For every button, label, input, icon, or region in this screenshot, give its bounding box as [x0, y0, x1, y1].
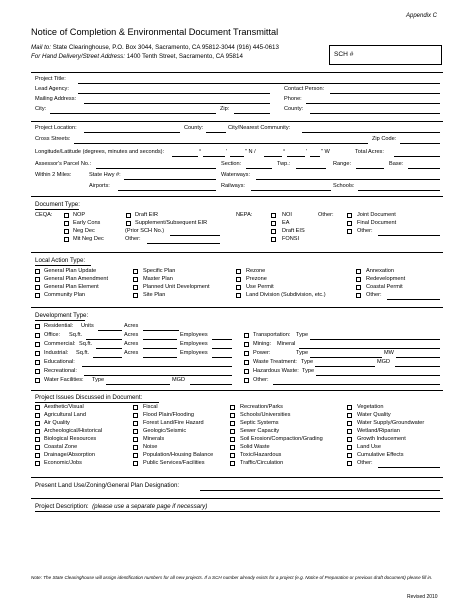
prezone-label: Prezone [246, 276, 267, 282]
solid-waste-checkbox[interactable] [230, 445, 235, 450]
residential-acres-field[interactable] [143, 330, 179, 331]
lat-min-field[interactable] [203, 156, 225, 157]
airports-field[interactable] [118, 190, 216, 191]
power-type-field[interactable] [310, 357, 382, 358]
residential-units-label: Units [81, 323, 94, 329]
mining-checkbox[interactable] [244, 342, 249, 347]
educational-field[interactable] [82, 366, 232, 367]
traffic-checkbox[interactable] [230, 461, 235, 466]
local-other-field[interactable] [387, 299, 440, 300]
mit-neg-dec-checkbox[interactable] [64, 237, 69, 242]
general-plan-update-checkbox[interactable] [35, 269, 40, 274]
waste-mgd-field[interactable] [395, 366, 440, 367]
section-divider [31, 252, 443, 253]
city-field[interactable] [50, 113, 216, 114]
water-supply-label: Water Supply/Groundwater [357, 420, 425, 426]
doc-other-checkbox[interactable] [347, 229, 352, 234]
project-title-field[interactable] [78, 83, 440, 84]
recreational-field[interactable] [84, 375, 232, 376]
supplement-eir-label: Supplement/Subsequent EIR [135, 220, 208, 226]
land-division-label: Land Division (Subdivision, etc.) [246, 292, 326, 298]
general-plan-amendment-checkbox[interactable] [35, 277, 40, 282]
industrial-sqft-label: Sq.ft. [76, 350, 90, 356]
early-cons-checkbox[interactable] [64, 221, 69, 226]
form-title: Notice of Completion & Environmental Document Transmittal [31, 27, 279, 37]
rezone-checkbox[interactable] [236, 269, 241, 274]
toxic-label: Toxic/Hazardous [240, 452, 282, 458]
neg-dec-label: Neg Dec [73, 228, 95, 234]
present-land-use-label: Present Land Use/Zoning/General Plan Designation: [35, 482, 180, 489]
ceqa-other-field[interactable] [147, 243, 220, 244]
local-other-label: Other: [366, 292, 382, 298]
industrial-employees-field[interactable] [212, 357, 232, 358]
phone-label: Phone: [284, 96, 302, 102]
total-acres-field[interactable] [394, 156, 440, 157]
general-plan-element-checkbox[interactable] [35, 285, 40, 290]
office-employees-label: Employees [180, 332, 208, 338]
hazardous-type-label: Type [302, 368, 315, 374]
public-services-label: Public Services/Facilities [143, 460, 205, 466]
final-document-label: Final Document [357, 220, 397, 226]
population-label: Population/Housing Balance [143, 452, 214, 458]
biological-label: Biological Resources [44, 436, 97, 442]
waste-type-field[interactable] [315, 366, 375, 367]
section-divider [31, 121, 443, 122]
lat-deg-symbol: ° [199, 149, 202, 155]
general-plan-element-label: General Plan Element [44, 284, 99, 290]
soil-erosion-checkbox[interactable] [230, 437, 235, 442]
ea-checkbox[interactable] [271, 221, 276, 226]
redevelopment-label: Redevelopment [366, 276, 406, 282]
footnote: Note: The State Clearinghouse will assign identification numbers for all new projects. If a SCH number already exists for a project (e.g. Notice of Preparation or previous draft document) please fill in. [31, 575, 433, 580]
population-checkbox[interactable] [133, 453, 138, 458]
geologic-checkbox[interactable] [133, 429, 138, 434]
sewer-label: Sewer Capacity [240, 428, 280, 434]
industrial-label: Industrial: [44, 350, 69, 356]
specific-plan-label: Specific Plan [143, 268, 176, 274]
waste-treatment-checkbox[interactable] [244, 360, 249, 365]
power-checkbox[interactable] [244, 351, 249, 356]
industrial-sqft-field[interactable] [93, 357, 122, 358]
transportation-label: Transportation: [253, 332, 291, 338]
growth-inducement-label: Growth Inducement [357, 436, 406, 442]
pud-checkbox[interactable] [133, 285, 138, 290]
section-divider [31, 307, 443, 308]
mit-neg-dec-label: Mit Neg Dec [73, 236, 104, 242]
office-acres-field[interactable] [143, 339, 177, 340]
geologic-label: Geologic/Seismic [143, 428, 187, 434]
archeological-label: Archeological/Historical [44, 428, 103, 434]
waterways-field[interactable] [256, 179, 440, 180]
development-type-heading: Development Type: [35, 312, 89, 319]
twp-label: Twp.: [277, 161, 291, 167]
flood-plain-checkbox[interactable] [133, 413, 138, 418]
prior-sch-field[interactable] [170, 235, 220, 236]
residential-acres-label: Acres [124, 323, 139, 329]
office-sqft-label: Sq.ft. [69, 332, 83, 338]
heading-underline [35, 265, 91, 266]
heading-underline [35, 209, 79, 210]
doc-other-field[interactable] [378, 235, 440, 236]
residential-units-field[interactable] [98, 330, 122, 331]
appendix-label: Appendix C [406, 13, 438, 19]
zip-label: Zip: [220, 106, 230, 112]
project-title-label: Project Title: [35, 76, 66, 82]
prior-sch-label: (Prior SCH No.) [125, 228, 165, 234]
long-sec-symbol: ″ W [321, 149, 330, 155]
power-type-label: Type [296, 350, 309, 356]
project-issues-heading: Project Issues Discussed in Document: [35, 394, 143, 401]
hazardous-waste-checkbox[interactable] [244, 369, 249, 374]
water-mgd-label: MGD [172, 377, 186, 383]
zip-code-label: Zip Code: [372, 136, 397, 142]
office-sqft-field[interactable] [86, 339, 122, 340]
present-land-use-field[interactable] [200, 490, 440, 491]
joint-document-checkbox[interactable] [347, 213, 352, 218]
office-acres-label: Acres [124, 332, 139, 338]
range-field[interactable] [356, 168, 384, 169]
cross-streets-label: Cross Streets: [35, 136, 71, 142]
transportation-type-label: Type [296, 332, 309, 338]
fonsi-label: FONSI [282, 236, 300, 242]
project-description-title: Project Description: [35, 503, 89, 510]
early-cons-label: Early Cons [73, 220, 101, 226]
residential-checkbox[interactable] [35, 324, 40, 329]
mailing-address-field[interactable] [84, 103, 270, 104]
hazardous-type-field[interactable] [316, 375, 440, 376]
project-description-label [35, 503, 207, 511]
biological-checkbox[interactable] [35, 437, 40, 442]
wetland-checkbox[interactable] [347, 429, 352, 434]
waste-type-label: Type [301, 359, 314, 365]
soil-erosion-label: Soil Erosion/Compaction/Grading [240, 436, 323, 442]
mineral-label: Mineral [277, 341, 296, 347]
section-divider [31, 477, 443, 478]
doc-other-label: Other: [357, 228, 373, 234]
land-use-checkbox[interactable] [347, 445, 352, 450]
mailing-address-label: Mailing Address: [35, 96, 77, 102]
water-facilities-label: Water Facilities: [44, 377, 84, 383]
master-plan-checkbox[interactable] [133, 277, 138, 282]
ceqa-label: CEQA: [35, 212, 53, 218]
city-label: City: [35, 106, 47, 112]
local-other-checkbox[interactable] [356, 293, 361, 298]
aesthetic-label: Aesthetic/Visual [44, 404, 84, 410]
air-quality-checkbox[interactable] [35, 421, 40, 426]
drainage-label: Drainage/Absorption [44, 452, 95, 458]
septic-label: Septic Systems [240, 420, 279, 426]
water-quality-label: Water Quality [357, 412, 391, 418]
recreation-checkbox[interactable] [230, 405, 235, 410]
toxic-checkbox[interactable] [230, 453, 235, 458]
latlong-label: Longitude/Latitude (degrees, minutes and seconds): [35, 149, 165, 155]
development-other-field[interactable] [273, 384, 440, 385]
drainage-checkbox[interactable] [35, 453, 40, 458]
residential-label: Residential: [44, 323, 74, 329]
location-county-field-2[interactable] [206, 132, 226, 133]
transportation-checkbox[interactable] [244, 333, 249, 338]
mail-to-label: Mail to: [31, 44, 51, 51]
industrial-acres-label: Acres [124, 350, 139, 356]
issues-other-label: Other: [357, 460, 373, 466]
schools-label: Schools: [333, 183, 355, 189]
mining-label: Mining: [253, 341, 272, 347]
city-nearest-field[interactable] [302, 132, 440, 133]
schools-field[interactable] [358, 190, 440, 191]
lat-sec-symbol: ″ N / [245, 149, 256, 155]
pud-label: Planned Unit Development [143, 284, 210, 290]
mail-to-address: State Clearinghouse, P.O. Box 3044, Sacramento, CA 95812-3044 (916) 445-0613 [52, 44, 279, 51]
annexation-checkbox[interactable] [356, 269, 361, 274]
state-hwy-field[interactable] [124, 179, 216, 180]
nepa-label: NEPA: [236, 212, 253, 218]
contact-person-label: Contact Person: [284, 86, 325, 92]
lead-agency-field[interactable] [78, 93, 270, 94]
agricultural-label: Agricultural Land [44, 412, 86, 418]
archeological-checkbox[interactable] [35, 429, 40, 434]
land-division-checkbox[interactable] [236, 293, 241, 298]
community-plan-checkbox[interactable] [35, 293, 40, 298]
other-doc-label: Other: [318, 212, 334, 218]
section-field[interactable] [246, 168, 272, 169]
draft-eis-checkbox[interactable] [271, 229, 276, 234]
land-use-label: Land Use [357, 444, 381, 450]
public-services-checkbox[interactable] [133, 461, 138, 466]
lat-min-symbol: ′ [226, 149, 228, 155]
section-divider [31, 498, 443, 499]
project-description-note: (please use a separate page if necessary) [92, 503, 208, 510]
redevelopment-checkbox[interactable] [356, 277, 361, 282]
draft-eir-checkbox[interactable] [126, 213, 131, 218]
economic-checkbox[interactable] [35, 461, 40, 466]
use-permit-checkbox[interactable] [236, 285, 241, 290]
fiscal-checkbox[interactable] [133, 405, 138, 410]
section-divider [31, 196, 443, 197]
lat-sec-field[interactable] [230, 156, 244, 157]
development-other-checkbox[interactable] [244, 378, 249, 383]
long-min-field[interactable] [287, 156, 305, 157]
apn-label: Assessor's Parcel No.: [35, 161, 92, 167]
state-hwy-label: State Hwy #: [89, 172, 121, 178]
joint-document-label: Joint Document [357, 212, 396, 218]
industrial-checkbox[interactable] [35, 351, 40, 356]
draft-eis-label: Draft EIS [282, 228, 305, 234]
agricultural-checkbox[interactable] [35, 413, 40, 418]
master-plan-label: Master Plan [143, 276, 173, 282]
coastal-permit-label: Coastal Permit [366, 284, 403, 290]
nop-label: NOP [73, 212, 86, 218]
lead-agency-label: Lead Agency: [35, 86, 69, 92]
section-divider [31, 390, 443, 391]
office-label: Office: [44, 332, 61, 338]
lat-deg-field[interactable] [172, 156, 198, 157]
final-document-checkbox[interactable] [347, 221, 352, 226]
hand-delivery-label: For Hand Delivery/Street Address: [31, 53, 125, 60]
fonsi-checkbox[interactable] [271, 237, 276, 242]
county-field[interactable] [310, 113, 440, 114]
issues-other-field[interactable] [378, 467, 440, 468]
forest-land-checkbox[interactable] [133, 421, 138, 426]
noi-label: NOI [282, 212, 292, 218]
coastal-zone-checkbox[interactable] [35, 445, 40, 450]
mail-to-line [31, 44, 279, 51]
forest-land-label: Forest Land/Fire Hazard [143, 420, 204, 426]
growth-inducement-checkbox[interactable] [347, 437, 352, 442]
nop-checkbox[interactable] [64, 213, 69, 218]
minerals-label: Minerals [143, 436, 165, 442]
location-county-label: County: [184, 125, 204, 131]
sewer-checkbox[interactable] [230, 429, 235, 434]
power-mw-label: MW [384, 350, 394, 356]
cross-streets-field[interactable] [74, 143, 368, 144]
specific-plan-checkbox[interactable] [133, 269, 138, 274]
supplement-eir-checkbox[interactable] [126, 221, 131, 226]
air-quality-label: Air Quality [44, 420, 70, 426]
project-location-label: Project Location: [35, 125, 77, 131]
range-label: Range: [333, 161, 352, 167]
power-mw-field[interactable] [396, 357, 440, 358]
office-employees-field[interactable] [212, 339, 232, 340]
educational-checkbox[interactable] [35, 360, 40, 365]
prezone-checkbox[interactable] [236, 277, 241, 282]
industrial-employees-label: Employees [180, 350, 208, 356]
railways-label: Railways: [221, 183, 245, 189]
general-plan-amendment-label: General Plan Amendment [44, 276, 109, 282]
railways-field[interactable] [251, 190, 331, 191]
zip-field[interactable] [234, 113, 270, 114]
commercial-acres-label: Acres [124, 341, 139, 347]
minerals-checkbox[interactable] [133, 437, 138, 442]
coastal-permit-checkbox[interactable] [356, 285, 361, 290]
water-mgd-field[interactable] [190, 384, 232, 385]
twp-field[interactable] [296, 168, 326, 169]
schools-issue-label: Schools/Universities [240, 412, 291, 418]
waterways-label: Waterways: [221, 172, 251, 178]
development-other-label: Other: [253, 377, 269, 383]
use-permit-label: Use Permit [246, 284, 274, 290]
sch-label: SCH # [334, 51, 354, 58]
section-divider [31, 72, 443, 73]
flood-plain-label: Flood Plain/Flooding [143, 412, 194, 418]
section-label: Section: [221, 161, 242, 167]
document-type-heading: Document Type: [35, 201, 80, 208]
transportation-type-field[interactable] [310, 339, 440, 340]
commercial-label: Commercial: [44, 341, 76, 347]
phone-field[interactable] [306, 103, 440, 104]
contact-person-field[interactable] [330, 93, 440, 94]
commercial-acres-field[interactable] [143, 348, 177, 349]
septic-checkbox[interactable] [230, 421, 235, 426]
cumulative-effects-label: Cumulative Effects [357, 452, 404, 458]
general-plan-update-label: General Plan Update [44, 268, 97, 274]
commercial-employees-field[interactable] [212, 348, 232, 349]
issues-other-checkbox[interactable] [347, 461, 352, 466]
power-label: Power: [253, 350, 271, 356]
within-2-miles-label: Within 2 Miles: [35, 172, 72, 178]
water-supply-checkbox[interactable] [347, 421, 352, 426]
water-type-field[interactable] [106, 384, 170, 385]
long-min-symbol: ′ [306, 149, 308, 155]
waste-mgd-label: MGD [377, 359, 391, 365]
annexation-label: Annexation [366, 268, 394, 274]
hand-delivery-address: 1400 Tenth Street, Sacramento, CA 95814 [126, 53, 243, 60]
commercial-sqft-field[interactable] [96, 348, 122, 349]
water-type-label: Type [92, 377, 105, 383]
county-label: County: [284, 106, 304, 112]
recreation-label: Recreation/Parks [240, 404, 283, 410]
commercial-checkbox[interactable] [35, 342, 40, 347]
community-plan-label: Community Plan [44, 292, 86, 298]
office-checkbox[interactable] [35, 333, 40, 338]
vegetation-label: Vegetation [357, 404, 384, 410]
aesthetic-checkbox[interactable] [35, 405, 40, 410]
ea-label: EA [282, 220, 290, 226]
location-county-field[interactable] [84, 132, 180, 133]
waste-treatment-label: Waste Treatment: [253, 359, 297, 365]
recreational-label: Recreational: [44, 368, 77, 374]
long-deg-field[interactable] [264, 156, 282, 157]
water-facilities-checkbox[interactable] [35, 378, 40, 383]
local-action-heading: Local Action Type: [35, 257, 86, 264]
solid-waste-label: Solid Waste [240, 444, 270, 450]
water-quality-checkbox[interactable] [347, 413, 352, 418]
mineral-field[interactable] [299, 348, 440, 349]
revised-label: Revised 2010 [407, 594, 438, 600]
total-acres-label: Total Acres: [355, 149, 384, 155]
heading-underline [35, 320, 85, 321]
site-plan-checkbox[interactable] [133, 293, 138, 298]
commercial-employees-label: Employees [180, 341, 208, 347]
commercial-sqft-label: Sq.ft. [79, 341, 93, 347]
recreational-checkbox[interactable] [35, 369, 40, 374]
wetland-label: Wetland/Riparian [357, 428, 400, 434]
site-plan-label: Site Plan [143, 292, 166, 298]
project-description-field[interactable] [35, 511, 440, 512]
noise-label: Noise [143, 444, 158, 450]
hazardous-waste-label: Hazardous Waste: [253, 368, 299, 374]
heading-underline [35, 402, 159, 403]
vegetation-checkbox[interactable] [347, 405, 352, 410]
long-deg-symbol: ° [283, 149, 286, 155]
apn-field[interactable] [96, 168, 216, 169]
neg-dec-checkbox[interactable] [64, 229, 69, 234]
long-sec-field[interactable] [310, 156, 320, 157]
educational-label: Educational: [44, 359, 75, 365]
fiscal-label: Fiscal [143, 404, 158, 410]
cumulative-effects-checkbox[interactable] [347, 453, 352, 458]
coastal-zone-label: Coastal Zone [44, 444, 78, 450]
city-nearest-label: City/Nearest Community: [228, 125, 291, 131]
ceqa-other-label: Other: [125, 236, 141, 242]
rezone-label: Rezone [246, 268, 266, 274]
zip-code-field[interactable] [400, 143, 440, 144]
noise-checkbox[interactable] [133, 445, 138, 450]
airports-label: Airports: [89, 183, 110, 189]
economic-label: Economic/Jobs [44, 460, 82, 466]
noi-checkbox[interactable] [271, 213, 276, 218]
traffic-label: Traffic/Circulation [240, 460, 284, 466]
sch-box[interactable] [329, 45, 442, 65]
base-label: Base: [389, 161, 404, 167]
industrial-acres-field[interactable] [143, 357, 177, 358]
hand-delivery-line [31, 53, 243, 60]
draft-eir-label: Draft EIR [135, 212, 159, 218]
schools-checkbox[interactable] [230, 413, 235, 418]
base-field[interactable] [408, 168, 440, 169]
